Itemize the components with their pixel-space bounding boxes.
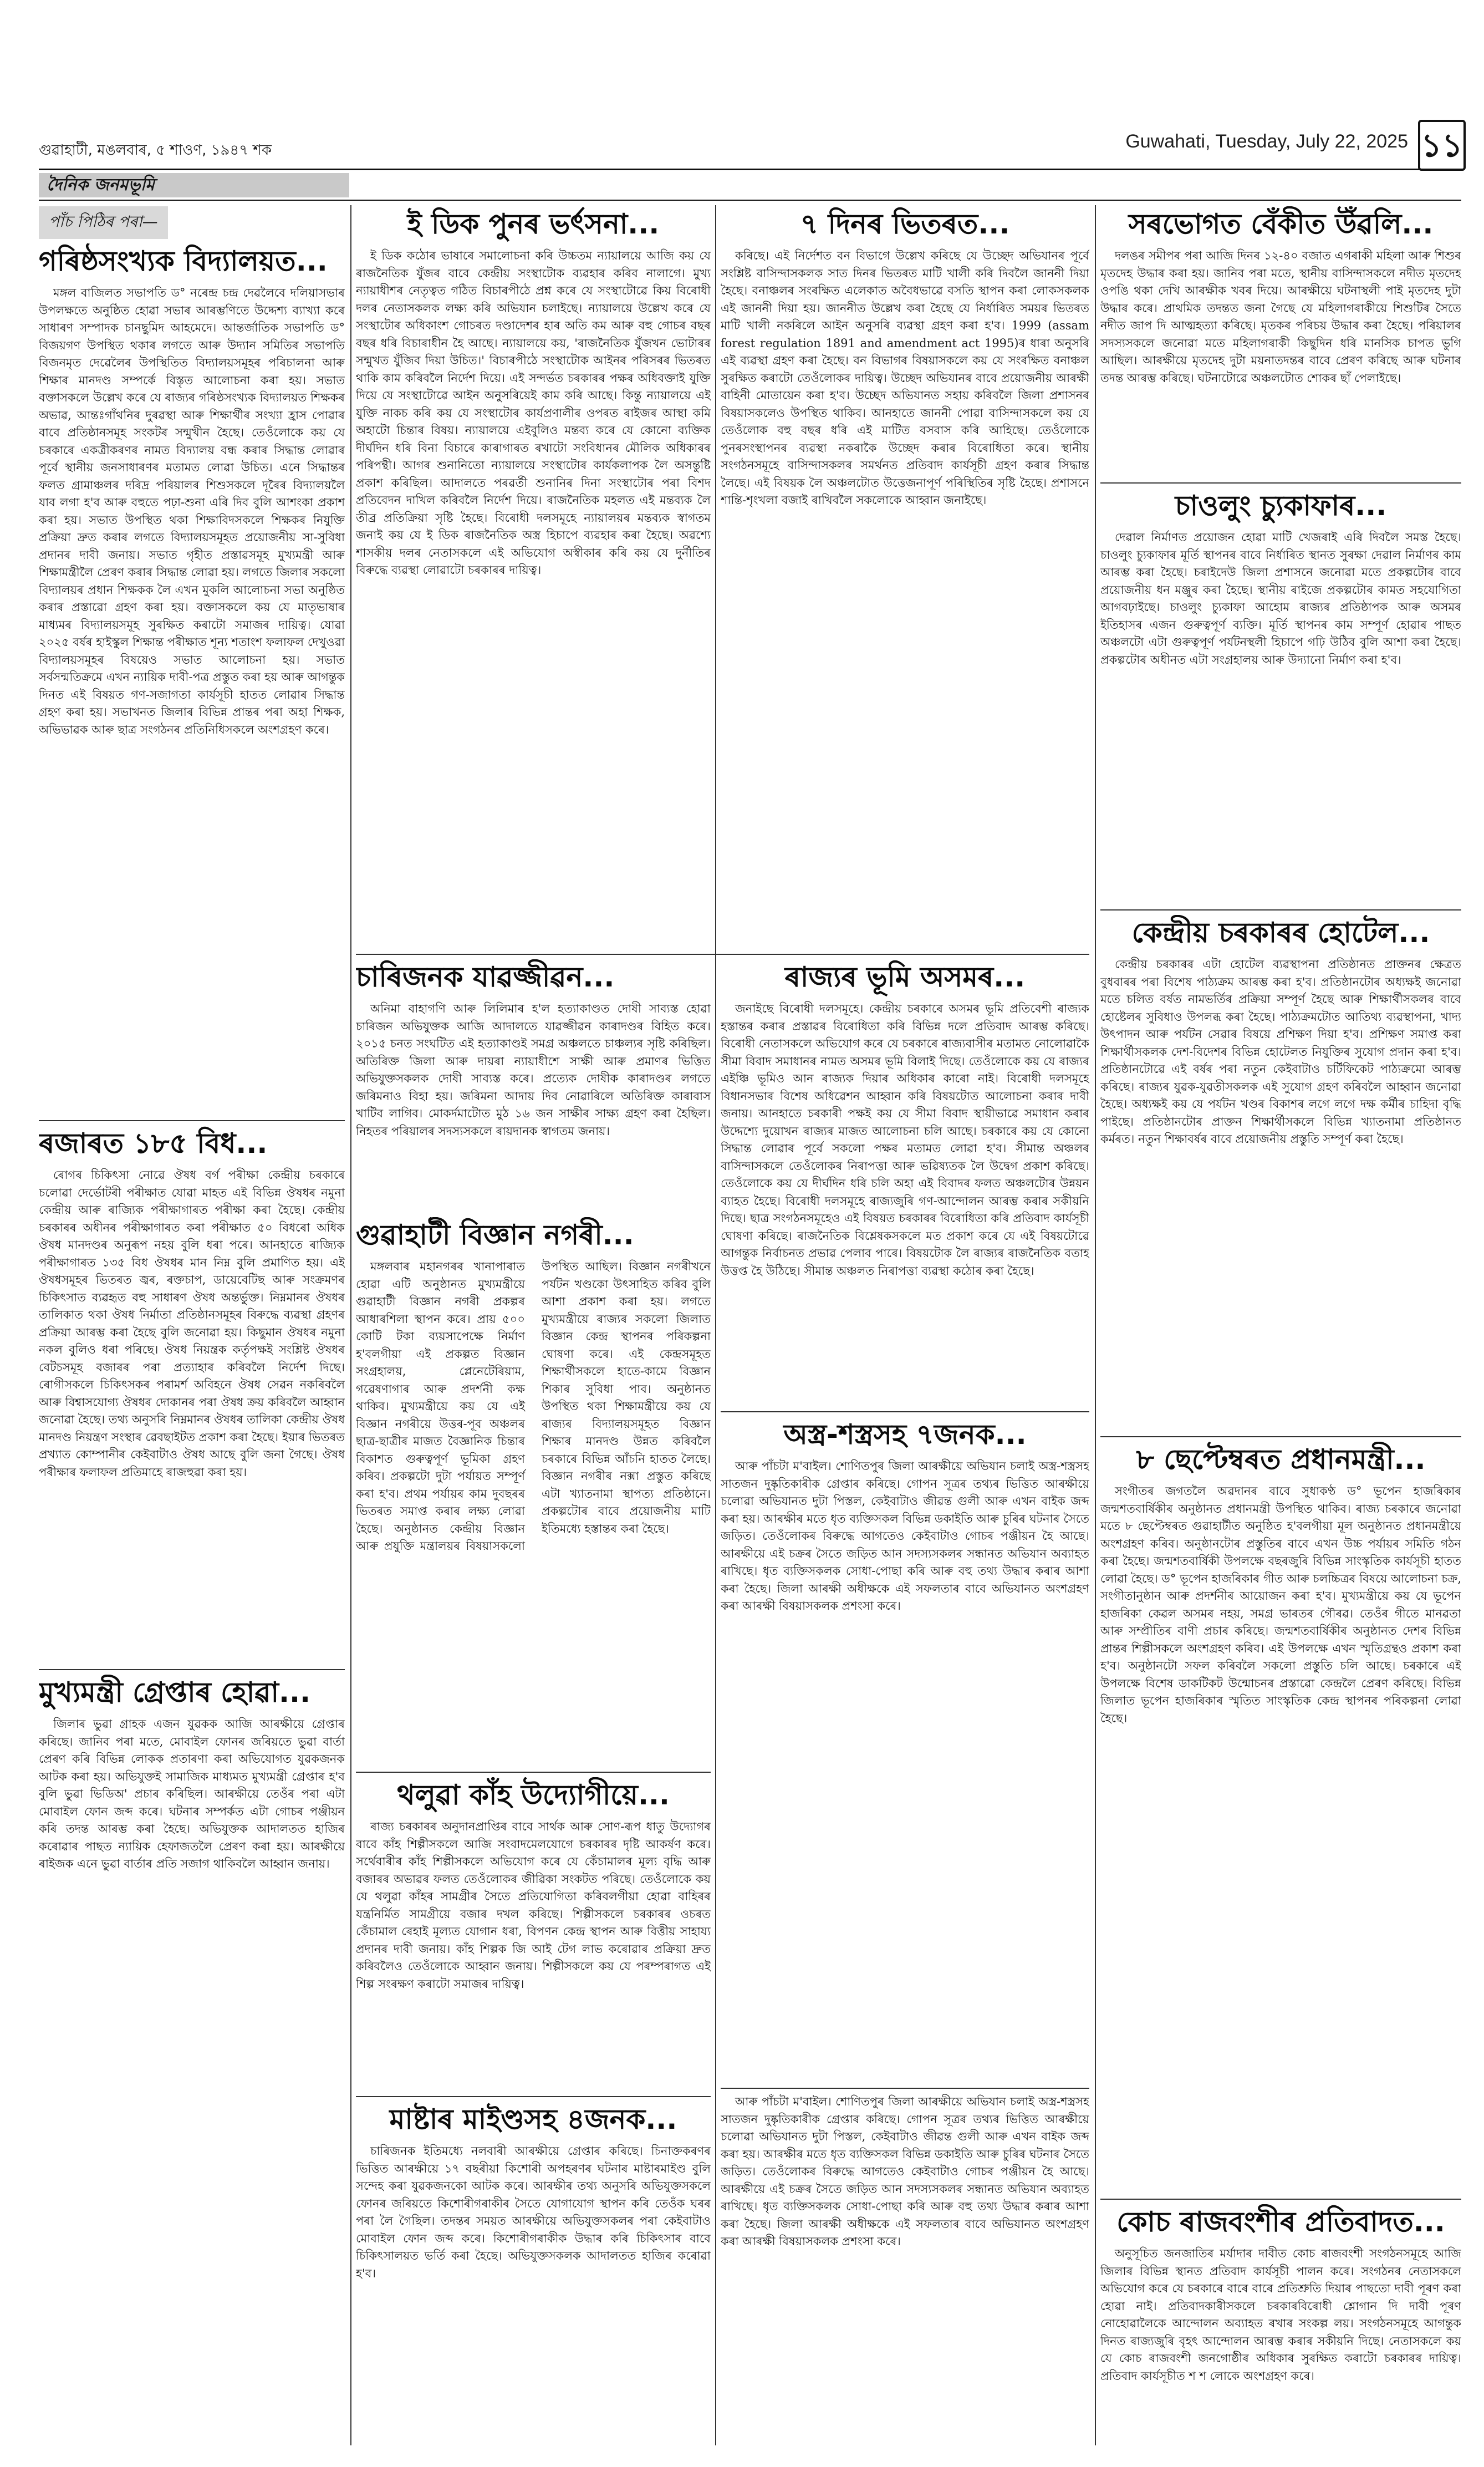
article-headline: গুৱাহাটী বিজ্ঞান নগৰী... — [356, 1219, 634, 1251]
article-hotel — [1100, 915, 1461, 1431]
article-bell-metal — [356, 1777, 711, 2090]
article-headline: থলুৱা কাঁহ উদ্যোগীয়ে... — [397, 1779, 670, 1811]
article-body: কৰিছে। এই নিৰ্দেশত বন বিভাগে উল্লেখ কৰিছে যে উচ্ছেদ অভিযানৰ পূৰ্বে সংশ্লিষ্ট বাসিন্দাসকলক সাত দিনৰ ভিতৰত মাটি খালী কৰি দিবলৈ জাননী দিয়া হৈছে। বনাঞ্চলৰ সংৰক্ষিত এলেকাত অবৈধভাৱে বসতি স্থাপন কৰা লোকসকলক এই জাননী দিয়া হয়। জাননীত উল্লেখ কৰা হৈছে যে নিৰ্ধাৰিত সময়ৰ ভিতৰত মাটি খালী নকৰিলে আইন অনুসৰি ব্যৱস্থা গ্ৰহণ কৰা হ'ব। 1999 (assam forest regulation 1891 and amendment act 1995)ৰ ধাৰা অনুসৰি এই ব্যৱস্থা গ্ৰহণ কৰা হৈছে। বন বিভাগৰ বিষয়াসকলে কয় যে সংৰক্ষিত বনাঞ্চল সুৰক্ষিত কৰাটো তেওঁলোকৰ দায়িত্ব। উচ্ছেদ অভিযানৰ বাবে প্ৰয়োজনীয় আৰক্ষী বাহিনী মোতায়েন কৰা হ'ব। উচ্ছেদ অভিযানত সহায় কৰিবলৈ জিলা প্ৰশাসনৰ বিষয়াসকলেও উপস্থিত থাকিব। আনহাতে জাননী পোৱা বাসিন্দাসকলে কয় যে তেওঁলোক বহু বছৰ ধৰি এই মাটিত বসবাস কৰি আহিছে। তেওঁলোকে পুনৰসংস্থাপনৰ ব্যৱস্থা নকৰাকৈ উচ্ছেদ কৰাৰ বিৰোধিতা কৰে। স্থানীয় সংগঠনসমূহে বাসিন্দাসকলৰ সমৰ্থনত প্ৰতিবাদ কাৰ্যসূচী গ্ৰহণ কৰাৰ সিদ্ধান্ত লৈছে। এই বিষয়ক লৈ অঞ্চলটোত উত্তেজনাপূৰ্ণ পৰিস্থিতিৰ সৃষ্টি হৈছে। প্ৰশাসনে শান্তি-শৃংখলা বজাই ৰাখিবলৈ সকলোকে আহ্বান জনাইছে। — [721, 249, 1089, 507]
article-koch-rajbongshi — [1100, 2204, 1461, 2445]
article-divider — [1100, 2199, 1461, 2200]
article-divider — [1100, 909, 1461, 910]
section-masthead — [39, 173, 349, 197]
article-ed-rebuke — [356, 206, 711, 949]
article-body: ৰাজ্য চৰকাৰৰ অনুদানপ্ৰাপ্তিৰ বাবে সাৰ্থক আৰু সোণ-ৰূপ ধাতু উদ্যোগৰ বাবে কাঁহ শিল্পীসকলে আজি সংবাদমেলযোগে চৰকাৰৰ দৃষ্টি আকৰ্ষণ কৰে। সৰ্থেবাৰীৰ কাঁহ শিল্পীসকলে অভিযোগ কৰে যে কেঁচামালৰ মূল্য বৃদ্ধি আৰু বজাৰৰ অভাৱৰ ফলত তেওঁলোকৰ জীৱিকা সংকটত পৰিছে। তেওঁলোকে কয় যে থলুৱা কাঁহৰ সামগ্ৰীৰ সৈতে প্ৰতিযোগিতা কৰিবলগীয়া হোৱা বাহিৰৰ যন্ত্ৰনিৰ্মিত সামগ্ৰীয়ে বজাৰ দখল কৰিছে। শিল্পীসকলে চৰকাৰৰ ওচৰত কেঁচামাল ৰেহাই মূল্যত যোগান ধৰা, বিপণন কেন্দ্ৰ স্থাপন আৰু বিত্তীয় সাহায্য প্ৰদানৰ দাবী জনায়। কাঁহ শিল্পক জি আই টেগ লাভ কৰোৱাৰ প্ৰক্ৰিয়া দ্ৰুত কৰিবলৈও তেওঁলোকে আহ্বান জনায়। শিল্পীসকলে কয় যে পৰম্পৰাগত এই শিল্প সংৰক্ষণ কৰাটো সমাজৰ দায়িত্ব। — [356, 1820, 711, 1991]
masthead-rule — [39, 200, 1461, 201]
article-life-sentence — [356, 959, 711, 1212]
article-divider — [721, 2088, 1089, 2089]
article-body-continued: আৰু পাঁচটা ম'বাইল। শোণিতপুৰ জিলা আৰক্ষীয়ে অভিযান চলাই অস্ত্ৰ-শস্ত্ৰসহ সাতজন দুষ্কৃতিকাৰীক গ্ৰেপ্তাৰ কৰিছে। গোপন সূত্ৰৰ তথ্যৰ ভিত্তিত আৰক্ষীয়ে চলোৱা অভিযানত দুটা পিস্তল, কেইবাটাও জীৱন্ত গুলী আৰু এখন বাইক জব্দ কৰা হয়। আৰক্ষীৰ মতে ধৃত ব্যক্তিসকল বিভিন্ন ডকাইতি আৰু চুৰিৰ ঘটনাৰ সৈতে জড়িত। তেওঁলোকৰ বিৰুদ্ধে আগতেও কেইবাটাও গোচৰ পঞ্জীয়ন হৈ আছে। আৰক্ষীয়ে এই চক্ৰৰ সৈতে জড়িত আন সদস্যসকলৰ সন্ধানত অভিযান অব্যাহত ৰাখিছে। ধৃত ব্যক্তিসকলক সোধা-পোছা কৰি আৰু বহু তথ্য উদ্ধাৰ কৰাৰ আশা কৰা হৈছে। জিলা আৰক্ষী অধীক্ষকে এই সফলতাৰ বাবে অভিযানত অংশগ্ৰহণ কৰা আৰক্ষী বিষয়াসকলক প্ৰশংসা কৰে। — [721, 2095, 1089, 2248]
article-divider — [356, 954, 1089, 955]
article-body: চাৰিজনক ইতিমধ্যে নলবাৰী আৰক্ষীয়ে গ্ৰেপ্তাৰ কৰিছে। চিনাক্তকৰণৰ ভিত্তিত আৰক্ষীয়ে ১৭ বছৰীয়া কিশোৰী অপহৰণৰ ঘটনাৰ মাষ্টাৰমাইণ্ড বুলি সন্দেহ কৰা যুৱকজনকো আটক কৰে। আৰক্ষীৰ তথ্য অনুসৰি অভিযুক্তসকলে ফোনৰ জৰিয়তে কিশোৰীগৰাকীৰ সৈতে যোগাযোগ স্থাপন কৰি তেওঁক ঘৰৰ পৰা লৈ গৈছিল। তদন্তৰ সময়ত আৰক্ষীয়ে অভিযুক্তসকলৰ পৰা কেইবাটাও মোবাইল ফোন জব্দ কৰে। কিশোৰীগৰাকীক উদ্ধাৰ কৰি চিকিৎসাৰ বাবে চিকিৎসালয়ত ভৰ্তি কৰা হৈছে। অভিযুক্তসকলক আদালতত হাজিৰ কৰোৱা হ'ব। — [356, 2144, 711, 2280]
continued-label: পাঁচ পিঠিৰ পৰা— — [39, 206, 168, 239]
article-sukapha — [1100, 488, 1461, 904]
article-divider — [721, 1411, 1089, 1412]
article-body: ই ডিক কঠোৰ ভাষাৰে সমালোচনা কৰি উচ্চতম ন্যায়ালয়ে আজি কয় যে ৰাজনৈতিক যুঁজৰ বাবে কেন্দ্ৰীয় সংস্থাটোক ব্যৱহাৰ কৰিব নালাগে। মুখ্য ন্যায়াধীশৰ নেতৃত্বত গঠিত বিচাৰপীঠে প্ৰশ্ন কৰে যে সংস্থাটোৱে কিয় বিৰোধী দলৰ নেতাসকলক লক্ষ্য কৰি অভিযান চলাইছে। ন্যায়ালয়ে উল্লেখ কৰে যে সংস্থাটোৰ অধিকাংশ গোচৰত দণ্ডাদেশৰ হাৰ অতি কম আৰু বহু গোচৰ বছৰ বছৰ ধৰি বিচাৰাধীন হৈ আছে। ন্যায়ালয়ে কয়, 'ৰাজনৈতিক যুঁজখন ভোটাৰৰ সন্মুখত যুঁজিব দিয়া উচিত।' বিচাৰপীঠে সংস্থাটোক আইনৰ পৰিসৰৰ ভিতৰত থাকি কাম কৰিবলৈ নিৰ্দেশ দিয়ে। এই সন্দৰ্ভত চৰকাৰৰ পক্ষৰ অধিবক্তাই যুক্তি দিয়ে যে সংস্থাটোৱে আইন অনুসৰিয়েই কাম কৰি আছে। কিন্তু ন্যায়ালয়ে এই যুক্তি নাকচ কৰি কয় যে সংস্থাটোৰ কাৰ্যপ্ৰণালীৰ ওপৰত ৰাইজৰ আস্থা কমি অহাটো চিন্তাৰ বিষয়। ন্যায়ালয়ে এইবুলিও মন্তব্য কৰে যে কোনো ব্যক্তিক দীৰ্ঘদিন ধৰি বিনা বিচাৰে কাৰাগাৰত ৰখাটো সংবিধানৰ মৌলিক অধিকাৰৰ পৰিপন্থী। আগৰ শুনানিতো ন্যায়ালয়ে সংস্থাটোৰ কাৰ্যকলাপক লৈ অসন্তুষ্টি প্ৰকাশ কৰিছিল। আদালতে পৰৱৰ্তী শুনানিৰ দিনা সংস্থাটোৰ পৰা বিশদ প্ৰতিবেদন দাখিল কৰিবলৈ নিৰ্দেশ দিয়ে। ৰাজনৈতিক মহলত এই মন্তব্যক লৈ তীব্ৰ প্ৰতিক্ৰিয়া সৃষ্টি হৈছে। বিৰোধী দলসমূহে ন্যায়ালয়ৰ মন্তব্যক স্বাগতম জনাই কয় যে ই ডিক ৰাজনৈতিক অস্ত্ৰ হিচাপে ব্যৱহাৰ কৰা হৈছে। অৱশ্যে শাসকীয় দলৰ নেতাসকলে এই অভিযোগ অস্বীকাৰ কৰি কয় যে দুৰ্নীতিৰ বিৰুদ্ধে ব্যৱস্থা লোৱাটো চৰকাৰৰ দায়িত্ব। — [356, 249, 711, 577]
article-body: দেৱাল নিৰ্মাণত প্ৰয়োজন হোৱা মাটি খেজৰাই এৰি দিবলৈ সমস্ত হৈছে। চাওলুং চ্যুকাফাৰ মূৰ্তি স্থাপনৰ বাবে নিৰ্ধাৰিত স্থানত সুৰক্ষা দেৱাল নিৰ্মাণৰ কাম আৰম্ভ কৰা হৈছে। চৰাইদেউ জিলা প্ৰশাসনে জনোৱা মতে প্ৰকল্পটোৰ বাবে প্ৰয়োজনীয় ধন মঞ্জুৰ কৰা হৈছে। স্থানীয় ৰাইজে প্ৰকল্পটোৰ কামত সহযোগিতা আগবঢ়াইছে। চাওলুং চ্যুকাফা আহোম ৰাজ্যৰ প্ৰতিষ্ঠাপক আৰু অসমৰ ইতিহাসৰ এজন গুৰুত্বপূৰ্ণ ব্যক্তি। মূৰ্তি স্থাপনৰ কাম সম্পূৰ্ণ হোৱাৰ পাছত অঞ্চলটো এটা গুৰুত্বপূৰ্ণ পৰ্যটনস্থলী হিচাপে গঢ়ি উঠিব বুলি আশা কৰা হৈছে। প্ৰকল্পটোৰ অধীনত এটা সংগ্ৰহালয় আৰু উদ্যানো নিৰ্মাণ কৰা হ'ব। — [1100, 531, 1461, 667]
article-headline: গৰিষ্ঠসংখ্যক বিদ্যালয়ত... — [39, 245, 328, 277]
article-state-land — [721, 959, 1089, 1406]
article-headline: মাষ্টাৰ মাইণ্ডসহ ৪জনক... — [389, 2103, 677, 2135]
article-headline: কোচ ৰাজবংশীৰ প্ৰতিবাদত... — [1116, 2206, 1445, 2238]
article-body: দলঙৰ সমীপৰ পৰা আজি দিনৰ ১২-৪০ বজাত এগৰাকী মহিলা আৰু শিশুৰ মৃতদেহ উদ্ধাৰ কৰা হয়। জানিব পৰা মতে, স্থানীয় বাসিন্দাসকলে নদীত মৃতদেহ ওপঙি থকা দেখি আৰক্ষীক খবৰ দিয়ে। আৰক্ষীয়ে ঘটনাস্থলী পাই মৃতদেহ দুটা উদ্ধাৰ কৰে। প্ৰাথমিক তদন্তত জনা গৈছে যে মহিলাগৰাকীয়ে শিশুটিৰ সৈতে নদীত জাপ দি আত্মহত্যা কৰিছে। মৃতকৰ পৰিচয় উদ্ধাৰ কৰা হৈছে। পৰিয়ালৰ সদস্যসকলে জনোৱা মতে মহিলাগৰাকী কিছুদিন ধৰি মানসিক চাপত ভুগি আছিল। আৰক্ষীয়ে মৃতদেহ দুটা ময়নাতদন্তৰ বাবে প্ৰেৰণ কৰিছে আৰু ঘটনাৰ তদন্ত আৰম্ভ কৰিছে। ঘটনাটোৱে অঞ্চলটোত শোকৰ ছাঁ পেলাইছে। — [1100, 249, 1461, 385]
article-body: অনুসূচিত জনজাতিৰ মৰ্যাদাৰ দাবীত কোচ ৰাজবংশী সংগঠনসমূহে আজি জিলাৰ বিভিন্ন স্থানত প্ৰতিবাদ কাৰ্যসূচী পালন কৰে। সংগঠনৰ নেতাসকলে অভিযোগ কৰে যে চৰকাৰে বাৰে বাৰে প্ৰতিশ্ৰুতি দিয়াৰ পাছতো দাবী পূৰণ কৰা হোৱা নাই। প্ৰতিবাদকাৰীসকলে চৰকাৰবিৰোধী শ্লোগান দি দাবী পূৰণ নোহোৱালৈকে আন্দোলন অব্যাহত ৰখাৰ সংকল্প লয়। সংগঠনসমূহে আগন্তুক দিনত ৰাজ্যজুৰি বৃহৎ আন্দোলন আৰম্ভ কৰাৰ সকীয়নি দিছে। নেতাসকলে কয় যে কোচ ৰাজবংশী জনগোষ্ঠীৰ অধিকাৰ সুৰক্ষিত কৰাটো চৰকাৰৰ দায়িত্ব। প্ৰতিবাদ কাৰ্যসূচীত শ শ লোকে অংশগ্ৰহণ কৰে। — [1100, 2247, 1461, 2383]
article-headline: ৰজাৰত ১৮৫ বিধ... — [39, 1127, 268, 1159]
article-body: সংগীতৰ জগতলৈ অৱদানৰ বাবে সুধাকণ্ঠ ড° ভূপেন হাজৰিকাৰ জন্মশতবাৰ্ষিকীৰ অনুষ্ঠানত প্ৰধানমন্ত্ৰী উপস্থিত থাকিব। ৰাজ্য চৰকাৰে জনোৱা মতে ৮ ছেপ্টেম্বৰত গুৱাহাটীত অনুষ্ঠিত হ'বলগীয়া মূল অনুষ্ঠানত প্ৰধানমন্ত্ৰীয়ে অংশগ্ৰহণ কৰিব। অনুষ্ঠানটোৰ প্ৰস্তুতিৰ বাবে এখন উচ্চ পৰ্যায়ৰ সমিতি গঠন কৰা হৈছে। জন্মশতবাৰ্ষিকী উপলক্ষে বছৰজুৰি বিভিন্ন সাংস্কৃতিক কাৰ্যসূচী হাতত লোৱা হৈছে। ড° ভূপেন হাজৰিকাৰ গীত আৰু চলচ্চিত্ৰৰ বিষয়ে আলোচনা চক্ৰ, সংগীতানুষ্ঠান আৰু প্ৰদৰ্শনীৰ আয়োজন কৰা হ'ব। মুখ্যমন্ত্ৰীয়ে কয় যে ভূপেন হাজৰিকা কেৱল অসমৰ নহয়, সমগ্ৰ ভাৰতৰ গৌৰৱ। তেওঁৰ গীতে মানৱতা আৰু সম্প্ৰীতিৰ বাণী প্ৰচাৰ কৰিছে। জন্মশতবাৰ্ষিকীৰ অনুষ্ঠানত দেশৰ বিভিন্ন প্ৰান্তৰ শিল্পীসকলে অংশগ্ৰহণ কৰিব। এই উপলক্ষে এখন স্মৃতিগ্ৰন্থও প্ৰকাশ কৰা হ'ব। অনুষ্ঠানটো সফল কৰিবলৈ সকলো প্ৰস্তুতি চলি আছে। চৰকাৰে এই উপলক্ষে বিশেষ ডাকটিকট উন্মোচনৰ প্ৰস্তাৱো কেন্দ্ৰলৈ প্ৰেৰণ কৰিছে। বিভিন্ন জিলাত ভূপেন হাজৰিকাৰ স্মৃতিত সাংস্কৃতিক কেন্দ্ৰ স্থাপনৰ পৰিকল্পনা লোৱা হৈছে। — [1100, 1484, 1461, 1725]
article-body: আৰু পাঁচটা ম'বাইল। শোণিতপুৰ জিলা আৰক্ষীয়ে অভিযান চলাই অস্ত্ৰ-শস্ত্ৰসহ সাতজন দুষ্কৃতিকাৰীক গ্ৰেপ্তাৰ কৰিছে। গোপন সূত্ৰৰ তথ্যৰ ভিত্তিত আৰক্ষীয়ে চলোৱা অভিযানত দুটা পিস্তল, কেইবাটাও জীৱন্ত গুলী আৰু এখন বাইক জব্দ কৰা হয়। আৰক্ষীৰ মতে ধৃত ব্যক্তিসকল বিভিন্ন ডকাইতি আৰু চুৰিৰ ঘটনাৰ সৈতে জড়িত। তেওঁলোকৰ বিৰুদ্ধে আগতেও কেইবাটাও গোচৰ পঞ্জীয়ন হৈ আছে। আৰক্ষীয়ে এই চক্ৰৰ সৈতে জড়িত আন সদস্যসকলৰ সন্ধানত অভিযান অব্যাহত ৰাখিছে। ধৃত ব্যক্তিসকলক সোধা-পোছা কৰি আৰু বহু তথ্য উদ্ধাৰ কৰাৰ আশা কৰা হৈছে। জিলা আৰক্ষী অধীক্ষকে এই সফলতাৰ বাবে অভিযানত অংশগ্ৰহণ কৰা আৰক্ষী বিষয়াসকলক প্ৰশংসা কৰে। — [721, 1459, 1089, 1613]
article-body: মঙ্গল বাজিলত সভাপতি ড° নৰেন্দ্ৰ চন্দ্ৰ দেৱলৈবে দলিয়াসভাৰ উপলক্ষতে অনুষ্ঠিত হোৱা সভাৰ আৰম্ভণিতে উদ্দেশ্য ব্যাখ্যা কৰে সাধাৰণ সম্পাদক চানছুমিদ আহমেদে। আন্তৰ্জাতিক সভাপতি ড° বিজয়গণ উপস্থিত থকাৰ লগতে আৰু উদ্যান সমিতিৰ সভাপতি বিজনমৃত দেৱেলৈৰ উপস্থিতিত বিদ্যালয়সমূহৰ পৰিচালনা আৰু শিক্ষাৰ মানদণ্ড সম্পৰ্কে বিস্তৃত আলোচনা কৰা হয়। সভাত বক্তাসকলে উল্লেখ কৰে যে ৰাজ্যৰ গৰিষ্ঠসংখ্যক বিদ্যালয়ত শিক্ষকৰ অভাৱ, আন্তঃগাঁথনিৰ দুৰৱস্থা আৰু শিক্ষাৰ্থীৰ সংখ্যা হ্ৰাস পোৱাৰ বাবে প্ৰতিষ্ঠানসমূহ সংকটৰ সন্মুখীন হৈছে। তেওঁলোকে কয় যে চৰকাৰে একত্ৰীকৰণৰ নামত বিদ্যালয় বন্ধ কৰাৰ সিদ্ধান্ত লোৱাৰ পূৰ্বে স্থানীয় জনসাধাৰণৰ মতামত লোৱা উচিত। এনে সিদ্ধান্তৰ ফলত গ্ৰামাঞ্চলৰ দৰিদ্ৰ পৰিয়ালৰ শিশুসকলে দূৰৈৰ বিদ্যালয়লৈ যাব লগা হ'ব আৰু বহুতে পঢ়া-শুনা এৰি দিব বুলি আশংকা প্ৰকাশ কৰা হয়। সভাত উপস্থিত থকা শিক্ষাবিদসকলে শিক্ষকৰ নিযুক্তি প্ৰক্ৰিয়া দ্ৰুত কৰাৰ লগতে বিদ্যালয়সমূহত প্ৰয়োজনীয় সা-সুবিধা প্ৰদানৰ দাবী জনায়। সভাত গৃহীত প্ৰস্তাৱসমূহ মুখ্যমন্ত্ৰী আৰু শিক্ষামন্ত্ৰীলৈ প্ৰেৰণ কৰাৰ সিদ্ধান্ত লোৱা হয়। লগতে জিলাৰ সকলো বিদ্যালয়ৰ প্ৰধান শিক্ষকক লৈ এখন মুকলি আলোচনা সভা অনুষ্ঠিত কৰাৰ প্ৰস্তাৱো গ্ৰহণ কৰা হয়। বক্তাসকলে কয় যে মাতৃভাষাৰ মাধ্যমৰ বিদ্যালয়সমূহ সুৰক্ষিত কৰাটো সমাজৰ দায়িত্ব। যোৱা ২০২৫ বৰ্ষৰ হাইস্কুল শিক্ষান্ত পৰীক্ষাত শূন্য শতাংশ ফলাফল দেখুওৱা বিদ্যালয়সমূহৰ বিষয়েও সভাত আলোচনা হয়। সভাত সৰ্বসন্মতিক্ৰমে এখন ন্যায়িক দাবী-পত্ৰ প্ৰস্তুত কৰা হয় আৰু আগন্তুক দিনত এই বিষয়ত গণ-সজাগতা কাৰ্যসূচী হাতত লোৱাৰ সিদ্ধান্ত গ্ৰহণ কৰা হয়। সভাখনত জিলাৰ বিভিন্ন প্ৰান্তৰ পৰা অহা শিক্ষক, অভিভাৱক আৰু ছাত্ৰ সংগঠনৰ প্ৰতিনিধিসকলে অংশগ্ৰহণ কৰে। — [39, 286, 345, 736]
article-weapons — [721, 1417, 1089, 2082]
header-rule — [39, 169, 1461, 170]
article-science-city — [356, 1217, 711, 1766]
column-divider — [715, 205, 716, 2445]
article-headline: সৰভোগত বেঁকীত উঁৱলি... — [1128, 208, 1434, 240]
article-divider — [39, 1669, 345, 1670]
date-line-english: Guwahati, Tuesday, July 22, 2025 — [1125, 131, 1408, 152]
article-divider — [1100, 482, 1461, 484]
page-number: ১১ — [1418, 120, 1466, 171]
column-divider — [350, 205, 351, 2445]
article-body: অনিমা বাহাগণি আৰু লিলিমাৰ হ'ল হত্যাকাণ্ডত দোষী সাব্যস্ত হোৱা চাৰিজন অভিযুক্তক আজি আদালতে যাৱজ্জীৱন কাৰাদণ্ডৰ বিহিত কৰে। ২০১৫ চনত সংঘটিত এই হত্যাকাণ্ডই সমগ্ৰ অঞ্চলতে চাঞ্চল্যৰ সৃষ্টি কৰিছিল। অতিৰিক্ত জিলা আৰু দায়ৰা ন্যায়াধীশে সাক্ষী আৰু প্ৰমাণৰ ভিত্তিত অভিযুক্তসকলক দোষী সাব্যস্ত কৰে। প্ৰত্যেক দোষীক কাৰাদণ্ডৰ লগতে জৰিমনাও বিহা হয়। জৰিমনা আদায় দিব নোৱাৰিলে অতিৰিক্ত কাৰাবাস খাটিব লাগিব। মোকৰ্দমাটোত মুঠ ১৬ জন সাক্ষীৰ সাক্ষ্য গ্ৰহণ কৰা হৈছিল। নিহতৰ পৰিয়ালৰ সদস্যসকলে ৰায়দানক স্বাগতম জনায়। — [356, 1002, 711, 1138]
article-headline: ৭ দিনৰ ভিতৰত... — [800, 208, 1010, 240]
article-body: জিলাৰ ভুৱা গ্ৰাহক এজন যুৱকক আজি আৰক্ষীয়ে গ্ৰেপ্তাৰ কৰিছে। জানিব পৰা মতে, মোবাইল ফোনৰ জৰিয়তে ভুৱা বাৰ্তা প্ৰেৰণ কৰি বিভিন্ন লোকক প্ৰতাৰণা কৰা অভিযোগত যুৱকজনক আটক কৰা হয়। অভিযুক্তই সামাজিক মাধ্যমত মুখ্যমন্ত্ৰী গ্ৰেপ্তাৰ হ'ব বুলি ভুৱা ভিডিঅ' প্ৰচাৰ কৰিছিল। আৰক্ষীয়ে তেওঁৰ পৰা এটা মোবাইল ফোন জব্দ কৰে। ঘটনাৰ সম্পৰ্কত এটা গোচৰ পঞ্জীয়ন কৰি তদন্ত আৰম্ভ কৰা হৈছে। অভিযুক্তক আদালতত হাজিৰ কৰোৱাৰ পাছত ন্যায়িক হেফাজতলৈ প্ৰেৰণ কৰা হয়। আৰক্ষীয়ে ৰাইজক এনে ভুৱা বাৰ্তাৰ প্ৰতি সজাগ থাকিবলৈ আহ্বান জনায়। — [39, 1717, 345, 1870]
article-body: ৰোগৰ চিকিৎসা নোৱে ঔষধ বৰ্গ পৰীক্ষা কেন্দ্ৰীয় চৰকাৰে চলোৱা দেৰ্ভোটৰী পৰীক্ষাত যোৱা মাহত এই বিভিন্ন ঔষধৰ নমুনা কেন্দ্ৰীয় আৰু ৰাজ্যিক পৰীক্ষাগাৰত পৰীক্ষা কৰা হৈছে। কেন্দ্ৰীয় চৰকাৰৰ অধীনৰ পৰীক্ষাগাৰত কৰা পৰীক্ষাত ৫০ বিধৰো অধিক ঔষধ মানদণ্ডৰ অনুৰূপ নহয় বুলি ধৰা পৰে। আনহাতে ৰাজ্যিক পৰীক্ষাগাৰত ১৩৫ বিধ ঔষধৰ মান নিম্ন বুলি প্ৰমাণিত হয়। এই ঔষধসমূহৰ ভিতৰত জ্বৰ, ৰক্তচাপ, ডায়েবেটিছ আৰু সংক্ৰমণৰ চিকিৎসাত ব্যৱহৃত বহু সাধাৰণ ঔষধ অন্তৰ্ভুক্ত। নিম্নমানৰ ঔষধৰ তালিকাত থকা ঔষধ নিৰ্মাতা প্ৰতিষ্ঠানসমূহৰ বিৰুদ্ধে ব্যৱস্থা গ্ৰহণৰ প্ৰক্ৰিয়া আৰম্ভ কৰা হৈছে বুলি জনোৱা হয়। কিছুমান ঔষধৰ নমুনা নকল বুলিও ধৰা পৰিছে। ঔষধ নিয়ন্ত্ৰক কৰ্তৃপক্ষই সংশ্লিষ্ট ঔষধৰ বেটচসমূহ বজাৰৰ পৰা প্ৰত্যাহাৰ কৰিবলৈ নিৰ্দেশ দিছে। ৰোগীসকলে চিকিৎসকৰ পৰামৰ্শ অবিহনে ঔষধ সেৱন নকৰিবলৈ আৰু বিশ্বাসযোগ্য ঔষধৰ দোকানৰ পৰা ঔষধ ক্ৰয় কৰিবলৈ আহ্বান জনোৱা হৈছে। তথ্য অনুসৰি নিম্নমানৰ ঔষধৰ তালিকা কেন্দ্ৰীয় ঔষধ মানদণ্ড নিয়ন্ত্ৰণ সংস্থাৰ ৱেবছাইটত প্ৰকাশ কৰা হৈছে। ইয়াৰ ভিতৰত প্ৰখ্যাত কোম্পানীৰ কেইবাটাও ঔষধ আছে বুলি জনা গৈছে। ঔষধ পৰীক্ষাৰ ফলাফল প্ৰতিমাহে ৰাজহুৱা কৰা হয়। — [39, 1168, 345, 1479]
article-divider — [1100, 1436, 1461, 1437]
article-medicines — [39, 1126, 345, 1664]
article-headline: মুখ্যমন্ত্ৰী গ্ৰেপ্তাৰ হোৱা... — [39, 1676, 310, 1708]
article-pm-september — [1100, 1442, 1461, 2193]
article-headline: চাৰিজনক যাৱজ্জীৱন... — [356, 961, 615, 993]
article-mastermind — [356, 2102, 711, 2445]
article-headline: অস্ত্ৰ-শস্ত্ৰসহ ৭জনক... — [783, 1418, 1027, 1451]
article-sarbhog — [1100, 206, 1461, 478]
date-line-assamese: গুৱাহাটী, মঙলবাৰ, ৫ শাওণ, ১৯৪৭ শক — [39, 142, 272, 159]
article-divider — [356, 1772, 711, 1773]
column-divider — [1095, 205, 1096, 2445]
article-eviction — [721, 206, 1089, 949]
article-body: কেন্দ্ৰীয় চৰকাৰৰ এটা হোটেল ব্যৱস্থাপনা প্ৰতিষ্ঠানত প্ৰাক্তনৰ ক্ষেত্ৰত বুধবাৰৰ পৰা বিশেষ পাঠ্যক্ৰম আৰম্ভ কৰা হ'ব। প্ৰতিষ্ঠানটোৰ অধ্যক্ষই জনোৱা মতে চলিত বৰ্ষত নামভৰ্তিৰ প্ৰক্ৰিয়া সম্পূৰ্ণ হৈছে আৰু শিক্ষাৰ্থীসকলৰ বাবে হোষ্টেলৰ সুবিধাও উপলব্ধ কৰা হৈছে। পাঠ্যক্ৰমটোত আতিথ্য ব্যৱস্থাপনা, খাদ্য উৎপাদন আৰু পৰ্যটন সেৱাৰ বিষয়ে প্ৰশিক্ষণ দিয়া হ'ব। প্ৰশিক্ষণ সমাপ্ত কৰা শিক্ষাৰ্থীসকলক দেশ-বিদেশৰ বিভিন্ন হোটেলত নিযুক্তিৰ সুযোগ প্ৰদান কৰা হ'ব। প্ৰতিষ্ঠানটোৱে এই বৰ্ষৰ পৰা নতুন কেইবাটাও চৰ্টিফিকেট পাঠ্যক্ৰমো আৰম্ভ কৰিছে। ৰাজ্যৰ যুৱক-যুৱতীসকলক এই সুযোগ গ্ৰহণ কৰিবলৈ আহ্বান জনোৱা হৈছে। অধ্যক্ষই কয় যে পৰ্যটন খণ্ডৰ বিকাশৰ লগে লগে দক্ষ কৰ্মীৰ চাহিদা বৃদ্ধি পাইছে। প্ৰতিষ্ঠানটোৰ প্ৰাক্তন শিক্ষাৰ্থীসকলে বিভিন্ন খ্যাতনামা প্ৰতিষ্ঠানত কৰ্মৰত। নতুন শিক্ষাবৰ্ষৰ বাবে প্ৰয়োজনীয় প্ৰস্তুতি সম্পূৰ্ণ কৰা হৈছে। — [1100, 958, 1461, 1146]
article-headline: ৰাজ্যৰ ভূমি অসমৰ... — [784, 961, 1026, 993]
article-headline: চাওলুং চ্যুকাফাৰ... — [1175, 490, 1387, 522]
article-headline: ই ডিক পুনৰ ভৰ্ৎসনা... — [407, 208, 660, 240]
article-divider — [356, 2096, 711, 2097]
article-weapons-continued — [721, 2093, 1089, 2445]
article-body: জনাইছে বিৰোধী দলসমূহে। কেন্দ্ৰীয় চৰকাৰে অসমৰ ভূমি প্ৰতিবেশী ৰাজ্যক হস্তান্তৰ কৰাৰ প্ৰস্তাৱৰ বিৰোধিতা কৰি বিভিন্ন দলে প্ৰতিবাদ আৰম্ভ কৰিছে। বিৰোধী নেতাসকলে অভিযোগ কৰে যে চৰকাৰে ৰাজ্যবাসীৰ মতামত নোলোৱাকৈ সীমা বিবাদ সমাধানৰ নামত অসমৰ ভূমি বিলাই দিছে। তেওঁলোকে কয় যে ৰাজ্যৰ এইঞ্চি ভূমিও আন ৰাজ্যক দিয়াৰ অধিকাৰ কাৰো নাই। বিৰোধী দলসমূহে বিধানসভাৰ বিশেষ অধিৱেশন আহ্বান কৰি বিষয়টোত আলোচনা কৰাৰ দাবী জনায়। আনহাতে চৰকাৰী পক্ষই কয় যে সীমা বিবাদ স্থায়ীভাৱে সমাধান কৰাৰ উদ্দেশ্যে দুয়োখন ৰাজ্যৰ মাজত আলোচনা চলি আছে। চৰকাৰে কয় যে কোনো সিদ্ধান্ত লোৱাৰ পূৰ্বে সকলো পক্ষৰ মতামত লোৱা হ'ব। সীমান্ত অঞ্চলৰ বাসিন্দাসকলে তেওঁলোকৰ নিৰাপত্তা আৰু ভৱিষ্যতক লৈ উদ্বেগ প্ৰকাশ কৰিছে। তেওঁলোকে কয় যে দীৰ্ঘদিন ধৰি চলি অহা এই বিবাদৰ ফলত অঞ্চলটোৰ উন্নয়ন ব্যাহত হৈছে। বিৰোধী দলসমূহে ৰাজ্যজুৰি গণ-আন্দোলন আৰম্ভ কৰাৰ সকীয়নি দিছে। ছাত্ৰ সংগঠনসমূহেও এই বিষয়ত চৰকাৰৰ বিৰোধিতা কৰি প্ৰতিবাদ কাৰ্যসূচী ঘোষণা কৰিছে। ৰাজনৈতিক বিশ্লেষকসকলে মত প্ৰকাশ কৰে যে এই বিষয়টোৱে আগন্তুক নিৰ্বাচনত প্ৰভাৱ পেলাব পাৰে। বিষয়টোক লৈ ৰাজ্যৰ ৰাজনৈতিক বতাহ উত্তপ্ত হৈ উঠিছে। সীমান্ত অঞ্চলত নিৰাপত্তা ব্যৱস্থা কঠোৰ কৰা হৈছে। — [721, 1002, 1089, 1278]
article-headline: ৮ ছেপ্টেম্বৰত প্ৰধানমন্ত্ৰী... — [1136, 1443, 1426, 1476]
article-divider — [39, 1120, 345, 1121]
section-name: দৈনিক জনমভূমি — [47, 175, 155, 195]
article-headline: কেন্দ্ৰীয় চৰকাৰৰ হোটেল... — [1131, 917, 1430, 949]
article-body: মঙ্গলবাৰ মহানগৰৰ খানাপাৰাত হোৱা এটি অনুষ্ঠানত মুখ্যমন্ত্ৰীয়ে গুৱাহাটী বিজ্ঞান নগৰী প্ৰকল্পৰ আধাৰশিলা স্থাপন কৰে। প্ৰায় ৫০০ কোটি টকা ব্যয়সাপেক্ষে নিৰ্মাণ হ'বলগীয়া এই প্ৰকল্পত বিজ্ঞান সংগ্ৰহালয়, প্লেনেটেৰিয়াম, গৱেষণাগাৰ আৰু প্ৰদৰ্শনী কক্ষ থাকিব। মুখ্যমন্ত্ৰীয়ে কয় যে এই বিজ্ঞান নগৰীয়ে উত্তৰ-পূব অঞ্চলৰ ছাত্ৰ-ছাত্ৰীৰ মাজত বৈজ্ঞানিক চিন্তাৰ বিকাশত গুৰুত্বপূৰ্ণ ভূমিকা গ্ৰহণ কৰিব। প্ৰকল্পটো দুটা পৰ্যায়ত সম্পূৰ্ণ কৰা হ'ব। প্ৰথম পৰ্যায়ৰ কাম দুবছৰৰ ভিতৰত সমাপ্ত কৰাৰ লক্ষ্য লোৱা হৈছে। অনুষ্ঠানত কেন্দ্ৰীয় বিজ্ঞান আৰু প্ৰযুক্তি মন্ত্ৰালয়ৰ বিষয়াসকলো উপস্থিত আছিল। বিজ্ঞান নগৰীখনে পৰ্যটন খণ্ডকো উৎসাহিত কৰিব বুলি আশা প্ৰকাশ কৰা হয়। লগতে মুখ্যমন্ত্ৰীয়ে ৰাজ্যৰ সকলো জিলাত বিজ্ঞান কেন্দ্ৰ স্থাপনৰ পৰিকল্পনা ঘোষণা কৰে। এই কেন্দ্ৰসমূহত শিক্ষাৰ্থীসকলে হাতে-কামে বিজ্ঞান শিকাৰ সুবিধা পাব। অনুষ্ঠানত উপস্থিত থকা শিক্ষামন্ত্ৰীয়ে কয় যে ৰাজ্যৰ বিদ্যালয়সমূহত বিজ্ঞান শিক্ষাৰ মানদণ্ড উন্নত কৰিবলৈ চৰকাৰে বিভিন্ন আঁচনি হাতত লৈছে। বিজ্ঞান নগৰীৰ নক্সা প্ৰস্তুত কৰিছে এটা খ্যাতনামা স্থাপত্য প্ৰতিষ্ঠানে। প্ৰকল্পটোৰ বাবে প্ৰয়োজনীয় মাটি ইতিমধ্যে হস্তান্তৰ কৰা হৈছে। — [356, 1260, 711, 1553]
article-schools — [39, 206, 345, 1116]
article-cm-arrest — [39, 1675, 345, 2445]
